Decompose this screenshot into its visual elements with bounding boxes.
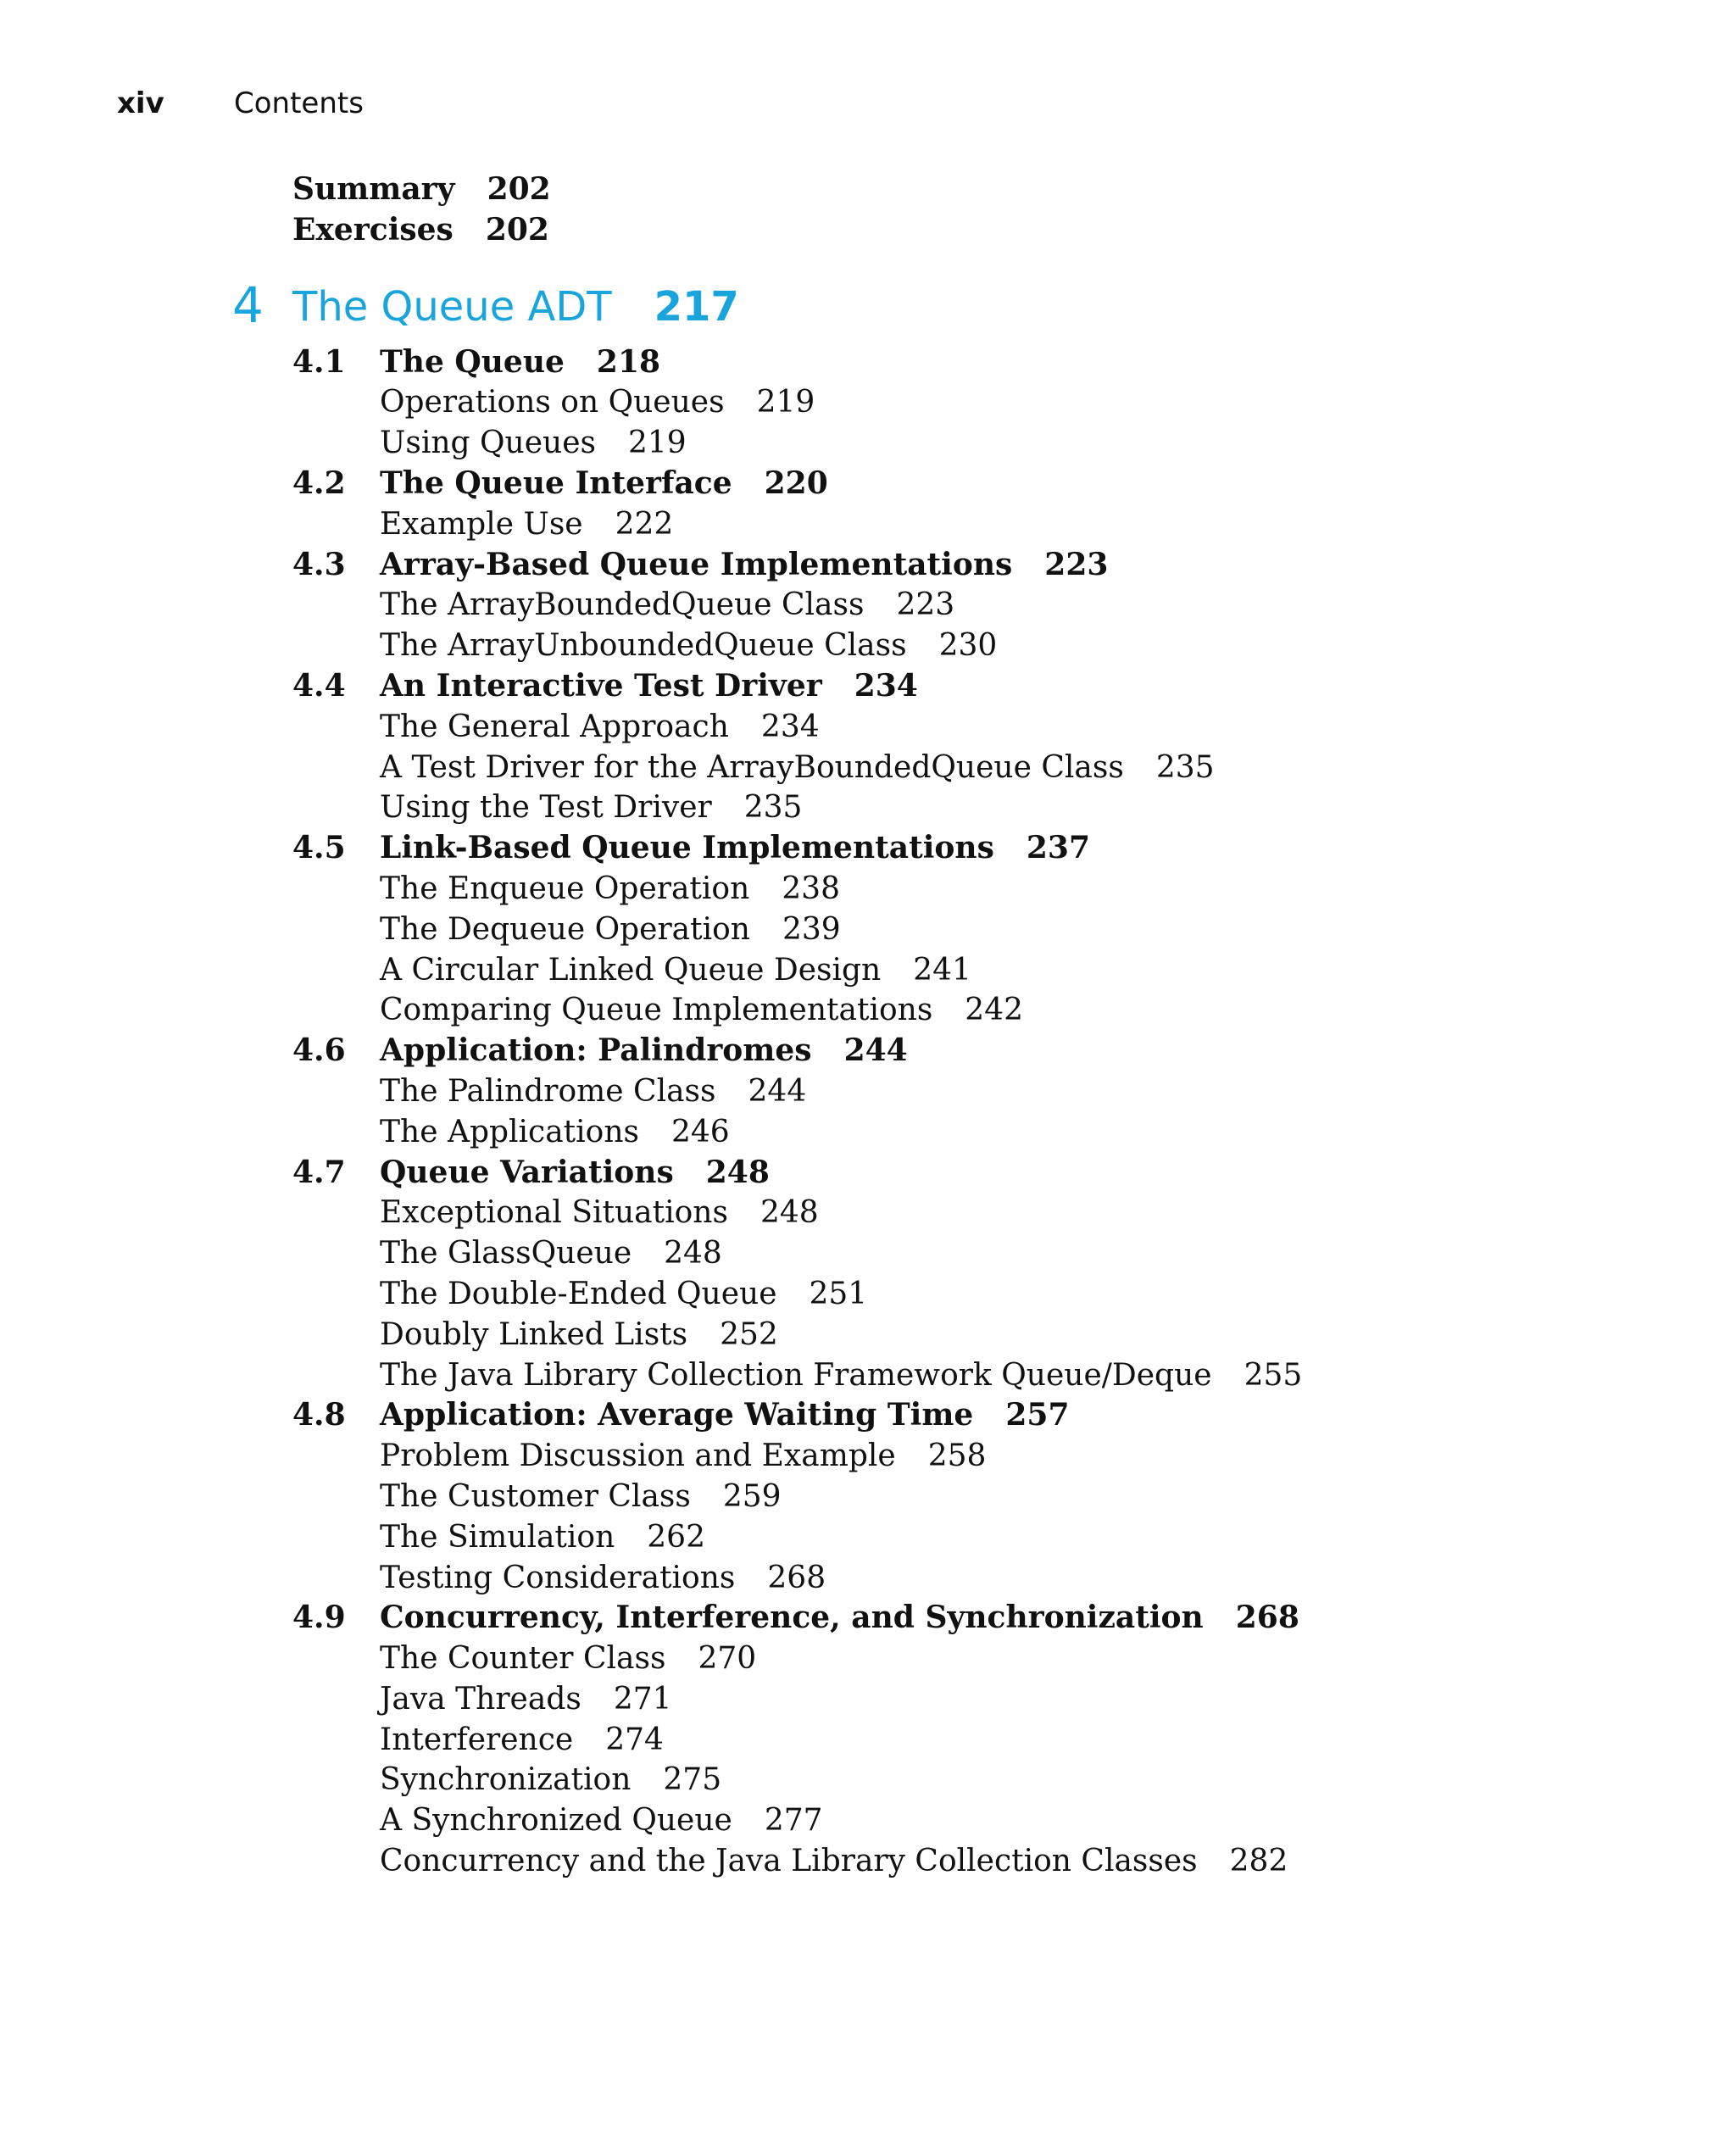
toc-section xyxy=(0,545,1736,586)
toc-subsection xyxy=(0,1233,1736,1274)
subsection-page: 239 xyxy=(782,911,841,947)
section-title: Application: Average Waiting Time xyxy=(380,1397,974,1433)
subsection-title: Testing Considerations xyxy=(380,1560,736,1595)
subsection-title: The ArrayBoundedQueue Class xyxy=(380,587,865,623)
subsection-title: The Java Library Collection Framework Queue/Deque xyxy=(380,1357,1212,1393)
section-number: 4.6 xyxy=(292,1032,346,1069)
toc-subsection xyxy=(0,1112,1736,1153)
toc-subsection xyxy=(0,382,1736,423)
subsection-page: 235 xyxy=(1155,749,1215,785)
section-page: 234 xyxy=(854,667,918,704)
subsection-page: 259 xyxy=(722,1478,782,1514)
section-title: Array-Based Queue Implementations xyxy=(380,546,1013,582)
subsection-page: 238 xyxy=(782,871,840,906)
subsection-page: 251 xyxy=(809,1276,868,1311)
section-page: 244 xyxy=(843,1032,908,1069)
section-number: 4.4 xyxy=(292,667,346,704)
subsection-page: 234 xyxy=(760,709,820,744)
toc-section xyxy=(0,1153,1736,1194)
page-number: xiv xyxy=(117,86,164,120)
subsection-title: The Counter Class xyxy=(380,1641,666,1677)
subsection-title: A Circular Linked Queue Design xyxy=(380,952,882,988)
subsection-title: Using the Test Driver xyxy=(380,790,712,826)
toc-subsection xyxy=(0,1800,1736,1841)
toc-section xyxy=(0,666,1736,707)
subsection-title: The ArrayUnboundedQueue Class xyxy=(380,628,907,664)
subsection-title: Interference xyxy=(380,1722,574,1757)
toc-subsection xyxy=(0,1558,1736,1599)
toc-subsection xyxy=(0,990,1736,1031)
toc-subsection xyxy=(0,1071,1736,1112)
subsection-page: 274 xyxy=(605,1722,664,1757)
subsection-title: The GlassQueue xyxy=(380,1236,632,1272)
toc-subsection xyxy=(0,1639,1736,1679)
subsection-title: A Synchronized Queue xyxy=(380,1803,732,1839)
section-page: 268 xyxy=(1235,1600,1299,1636)
subsection-page: 255 xyxy=(1244,1357,1303,1393)
table-of-contents xyxy=(0,170,1736,1882)
toc-subsection xyxy=(0,585,1736,626)
toc-subsection xyxy=(0,1477,1736,1517)
subsection-title: Doubly Linked Lists xyxy=(380,1316,688,1352)
toc-subsection xyxy=(0,1315,1736,1355)
subsection-page: 248 xyxy=(760,1195,819,1231)
chapter-page: 217 xyxy=(654,282,739,331)
toc-subsection xyxy=(0,748,1736,788)
toc-subsection xyxy=(0,1760,1736,1800)
section-title: Link-Based Queue Implementations xyxy=(380,830,994,866)
section-title: Concurrency, Interference, and Synchronization xyxy=(380,1600,1204,1636)
toc-subsection xyxy=(0,1274,1736,1315)
subsection-title: Java Threads xyxy=(380,1681,581,1717)
toc-section xyxy=(0,464,1736,504)
subsection-title: Using Queues xyxy=(380,426,596,461)
subsection-title: The Customer Class xyxy=(380,1478,691,1514)
toc-subsection xyxy=(0,1355,1736,1396)
toc-entry-exercises xyxy=(0,210,1736,251)
subsection-title: The Palindrome Class xyxy=(380,1073,716,1109)
toc-subsection xyxy=(0,1841,1736,1882)
subsection-title: Example Use xyxy=(380,506,583,542)
subsection-page: 271 xyxy=(613,1681,672,1717)
section-number: 4.5 xyxy=(292,830,346,866)
subsection-page: 219 xyxy=(756,385,815,420)
section-number: 4.3 xyxy=(292,546,346,582)
toc-subsection xyxy=(0,504,1736,545)
section-number: 4.1 xyxy=(292,343,346,380)
subsection-page: 258 xyxy=(927,1438,987,1474)
subsection-page: 244 xyxy=(748,1073,807,1109)
section-number: 4.8 xyxy=(292,1397,346,1433)
subsection-title: The Enqueue Operation xyxy=(380,871,750,906)
subsection-page: 270 xyxy=(698,1641,757,1677)
section-page: 223 xyxy=(1044,546,1109,582)
section-title: Queue Variations xyxy=(380,1154,674,1190)
toc-section xyxy=(0,1031,1736,1071)
entry-title: Summary xyxy=(292,171,455,207)
subsection-page: 282 xyxy=(1229,1844,1288,1879)
subsection-page: 277 xyxy=(764,1803,823,1839)
toc-subsection xyxy=(0,910,1736,950)
section-page: 237 xyxy=(1026,830,1090,866)
subsection-page: 252 xyxy=(720,1316,778,1352)
entry-title: Exercises xyxy=(292,211,453,248)
toc-subsection xyxy=(0,1679,1736,1720)
toc-section xyxy=(0,1598,1736,1639)
subsection-title: The Double-Ended Queue xyxy=(380,1276,777,1311)
subsection-page: 268 xyxy=(767,1560,826,1595)
entry-page: 202 xyxy=(485,211,549,248)
toc-subsection xyxy=(0,707,1736,748)
section-title: The Queue xyxy=(380,343,565,380)
toc-subsection xyxy=(0,869,1736,910)
subsection-page: 262 xyxy=(647,1519,705,1555)
running-head: Contents xyxy=(234,86,364,120)
section-number: 4.7 xyxy=(292,1154,346,1190)
subsection-page: 248 xyxy=(664,1236,722,1272)
subsection-title: Synchronization xyxy=(380,1762,632,1798)
toc-subsection xyxy=(0,1517,1736,1558)
chapter-title: The Queue ADT xyxy=(292,282,612,331)
subsection-page: 235 xyxy=(743,790,803,826)
entry-page: 202 xyxy=(487,171,551,207)
section-number: 4.9 xyxy=(292,1600,346,1636)
section-page: 220 xyxy=(764,465,828,501)
subsection-page: 222 xyxy=(615,506,674,542)
toc-subsection xyxy=(0,1193,1736,1233)
toc-subsection xyxy=(0,787,1736,828)
toc-subsection xyxy=(0,950,1736,991)
section-page: 218 xyxy=(596,343,661,380)
subsection-page: 219 xyxy=(627,426,687,461)
subsection-title: The Dequeue Operation xyxy=(380,911,750,947)
subsection-title: The Applications xyxy=(380,1114,639,1149)
section-page: 257 xyxy=(1005,1397,1070,1433)
subsection-page: 242 xyxy=(965,993,1024,1028)
section-page: 248 xyxy=(705,1154,770,1190)
subsection-title: Concurrency and the Java Library Collection Classes xyxy=(380,1844,1198,1879)
toc-section xyxy=(0,828,1736,869)
section-title: Application: Palindromes xyxy=(380,1032,812,1069)
chapter-number: 4 xyxy=(232,275,264,334)
subsection-title: Exceptional Situations xyxy=(380,1195,728,1231)
toc-subsection xyxy=(0,423,1736,464)
subsection-title: A Test Driver for the ArrayBoundedQueue Class xyxy=(380,749,1124,785)
toc-section xyxy=(0,1395,1736,1436)
subsection-page: 230 xyxy=(938,628,998,664)
section-title: An Interactive Test Driver xyxy=(380,667,822,704)
section-list xyxy=(0,342,1736,1882)
subsection-title: Comparing Queue Implementations xyxy=(380,993,933,1028)
toc-subsection xyxy=(0,626,1736,666)
subsection-title: Problem Discussion and Example xyxy=(380,1438,896,1474)
subsection-title: Operations on Queues xyxy=(380,385,725,420)
chapter-heading xyxy=(0,266,1736,342)
subsection-page: 275 xyxy=(663,1762,722,1798)
section-number: 4.2 xyxy=(292,465,346,501)
toc-subsection xyxy=(0,1720,1736,1761)
section-title: The Queue Interface xyxy=(380,465,732,501)
subsection-page: 241 xyxy=(913,952,971,988)
toc-subsection xyxy=(0,1436,1736,1477)
toc-section xyxy=(0,342,1736,383)
toc-entry-summary xyxy=(0,170,1736,210)
subsection-title: The Simulation xyxy=(380,1519,615,1555)
subsection-page: 223 xyxy=(896,587,955,623)
subsection-page: 246 xyxy=(671,1114,730,1149)
subsection-title: The General Approach xyxy=(380,709,729,744)
